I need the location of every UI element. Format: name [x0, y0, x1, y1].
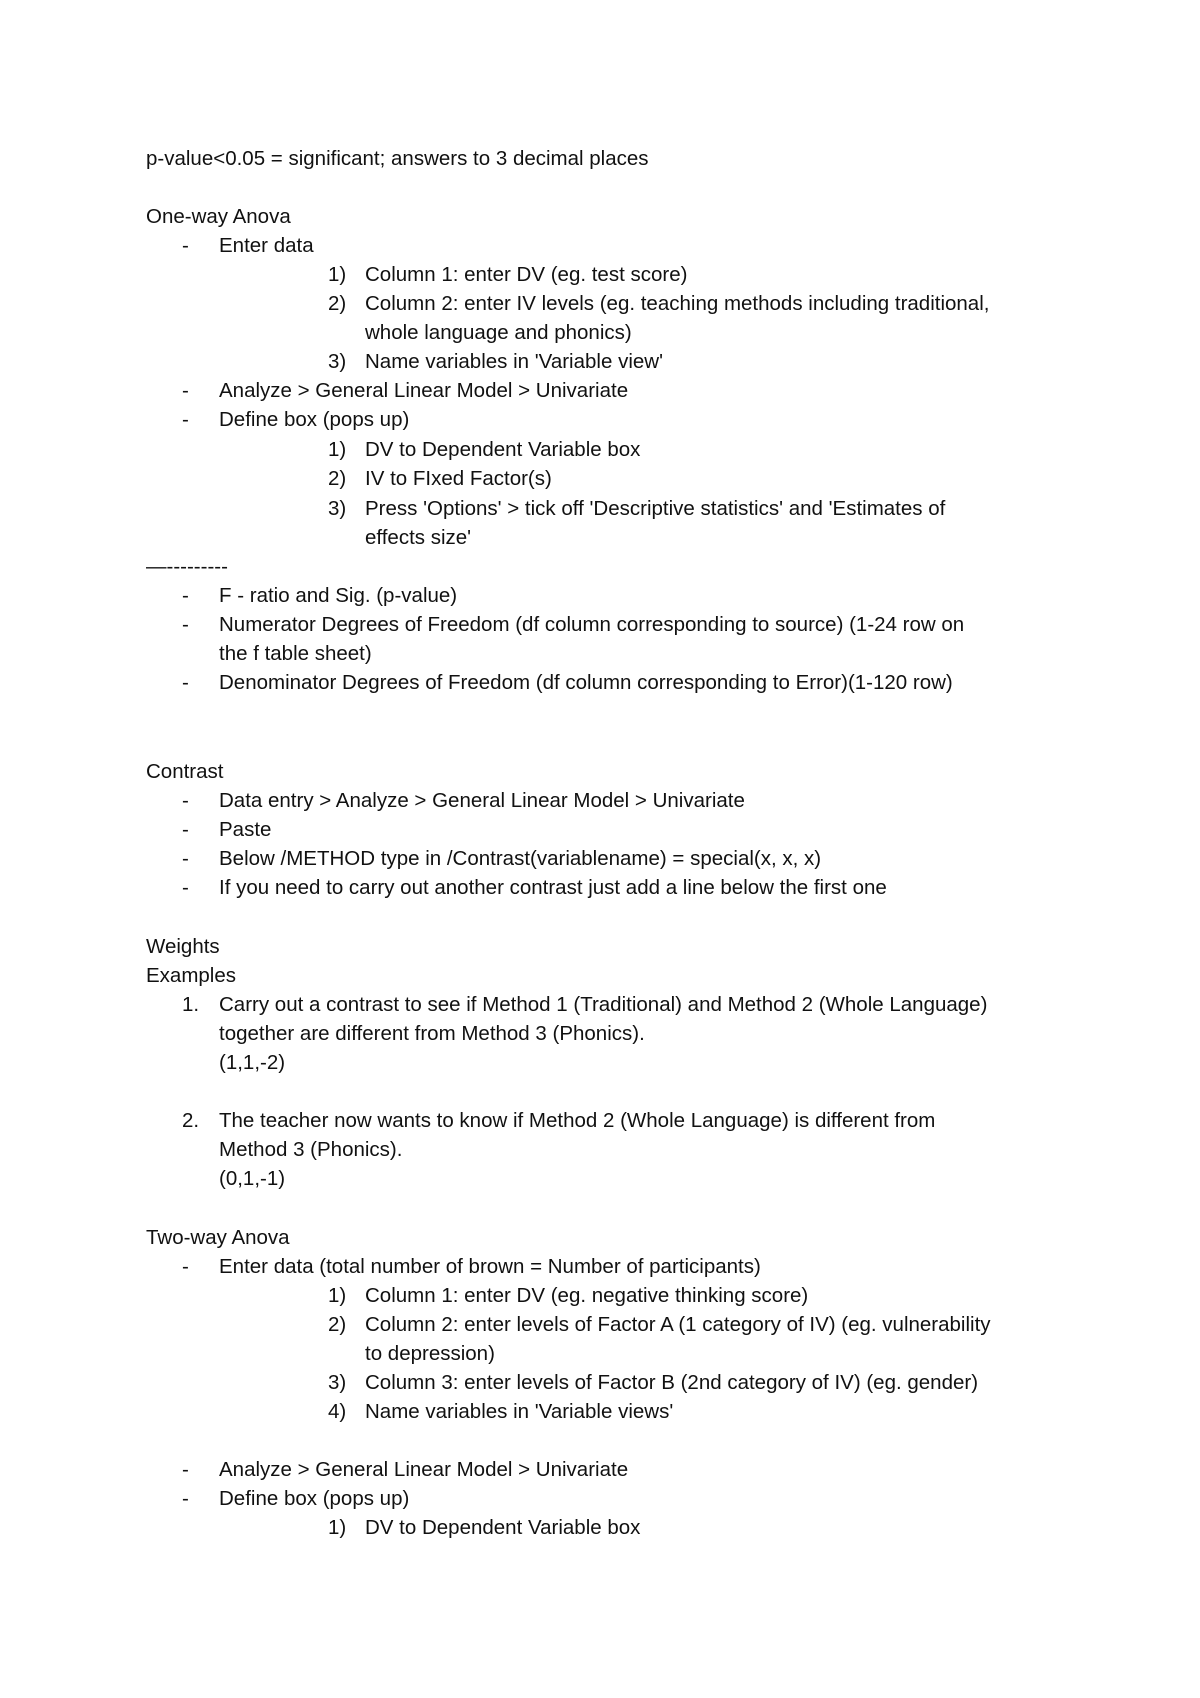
bullet-dash: -: [182, 584, 189, 607]
bullet-dash: -: [182, 671, 189, 694]
bullet-analyze: Analyze > General Linear Model > Univariate: [219, 1458, 629, 1481]
bullet-define-box: Define box (pops up): [219, 408, 410, 431]
result-item-continued: the f table sheet): [219, 642, 372, 665]
step-text: Column 1: enter DV (eg. negative thinking score): [365, 1284, 809, 1307]
step-number: 2): [328, 467, 347, 490]
section-heading-twoway: Two-way Anova: [146, 1226, 290, 1249]
section-heading-weights: Weights: [146, 935, 220, 958]
result-item: Numerator Degrees of Freedom (df column corresponding to source) (1-24 row on: [219, 613, 965, 636]
section-heading-oneway: One-way Anova: [146, 205, 291, 228]
step-text: Column 2: enter levels of Factor A (1 category of IV) (eg. vulnerability: [365, 1313, 991, 1336]
example-text-continued: together are different from Method 3 (Phonics).: [219, 1022, 645, 1045]
bullet-dash: -: [182, 818, 189, 841]
example-weights: (1,1,-2): [219, 1051, 286, 1074]
result-item: F - ratio and Sig. (p-value): [219, 584, 458, 607]
step-text: Column 2: enter IV levels (eg. teaching methods including traditional,: [365, 292, 990, 315]
contrast-item: Data entry > Analyze > General Linear Model > Univariate: [219, 789, 745, 812]
bullet-dash: -: [182, 1458, 189, 1481]
bullet-dash: -: [182, 408, 189, 431]
contrast-item: Below /METHOD type in /Contrast(variablename) = special(x, x, x): [219, 847, 822, 870]
example-number: 2.: [182, 1109, 200, 1132]
divider-line: —---------: [146, 555, 228, 578]
bullet-dash: -: [182, 234, 189, 257]
bullet-enter-data: Enter data (total number of brown = Number of participants): [219, 1255, 761, 1278]
contrast-item: Paste: [219, 818, 272, 841]
bullet-enter-data: Enter data: [219, 234, 314, 257]
intro-line: p-value<0.05 = significant; answers to 3 decimal places: [146, 147, 649, 170]
step-text: Press 'Options' > tick off 'Descriptive statistics' and 'Estimates of: [365, 497, 946, 520]
step-text: Column 3: enter levels of Factor B (2nd category of IV) (eg. gender): [365, 1371, 979, 1394]
example-text: The teacher now wants to know if Method 2 (Whole Language) is different from: [219, 1109, 936, 1132]
step-text: Column 1: enter DV (eg. test score): [365, 263, 688, 286]
step-text: Name variables in 'Variable view': [365, 350, 663, 373]
step-text-continued: to depression): [365, 1342, 495, 1365]
step-text-continued: effects size': [365, 526, 472, 549]
step-number: 3): [328, 497, 347, 520]
step-text: DV to Dependent Variable box: [365, 438, 641, 461]
bullet-analyze: Analyze > General Linear Model > Univariate: [219, 379, 629, 402]
bullet-dash: -: [182, 379, 189, 402]
subheading-examples: Examples: [146, 964, 237, 987]
example-number: 1.: [182, 993, 200, 1016]
step-number: 1): [328, 1516, 347, 1539]
bullet-define-box: Define box (pops up): [219, 1487, 410, 1510]
step-number: 2): [328, 1313, 347, 1336]
bullet-dash: -: [182, 613, 189, 636]
bullet-dash: -: [182, 1255, 189, 1278]
step-number: 3): [328, 1371, 347, 1394]
section-heading-contrast: Contrast: [146, 760, 224, 783]
bullet-dash: -: [182, 847, 189, 870]
step-text: DV to Dependent Variable box: [365, 1516, 641, 1539]
example-weights: (0,1,-1): [219, 1167, 286, 1190]
step-number: 2): [328, 292, 347, 315]
step-number: 1): [328, 438, 347, 461]
bullet-dash: -: [182, 789, 189, 812]
step-number: 1): [328, 1284, 347, 1307]
step-text: Name variables in 'Variable views': [365, 1400, 674, 1423]
bullet-dash: -: [182, 1487, 189, 1510]
step-number: 3): [328, 350, 347, 373]
step-number: 1): [328, 263, 347, 286]
example-text: Carry out a contrast to see if Method 1 (Traditional) and Method 2 (Whole Language): [219, 993, 988, 1016]
step-text-continued: whole language and phonics): [365, 321, 632, 344]
example-text-continued: Method 3 (Phonics).: [219, 1138, 403, 1161]
result-item: Denominator Degrees of Freedom (df column corresponding to Error)(1-120 row): [219, 671, 953, 694]
step-number: 4): [328, 1400, 347, 1423]
bullet-dash: -: [182, 876, 189, 899]
contrast-item: If you need to carry out another contrast just add a line below the first one: [219, 876, 887, 899]
step-text: IV to FIxed Factor(s): [365, 467, 552, 490]
